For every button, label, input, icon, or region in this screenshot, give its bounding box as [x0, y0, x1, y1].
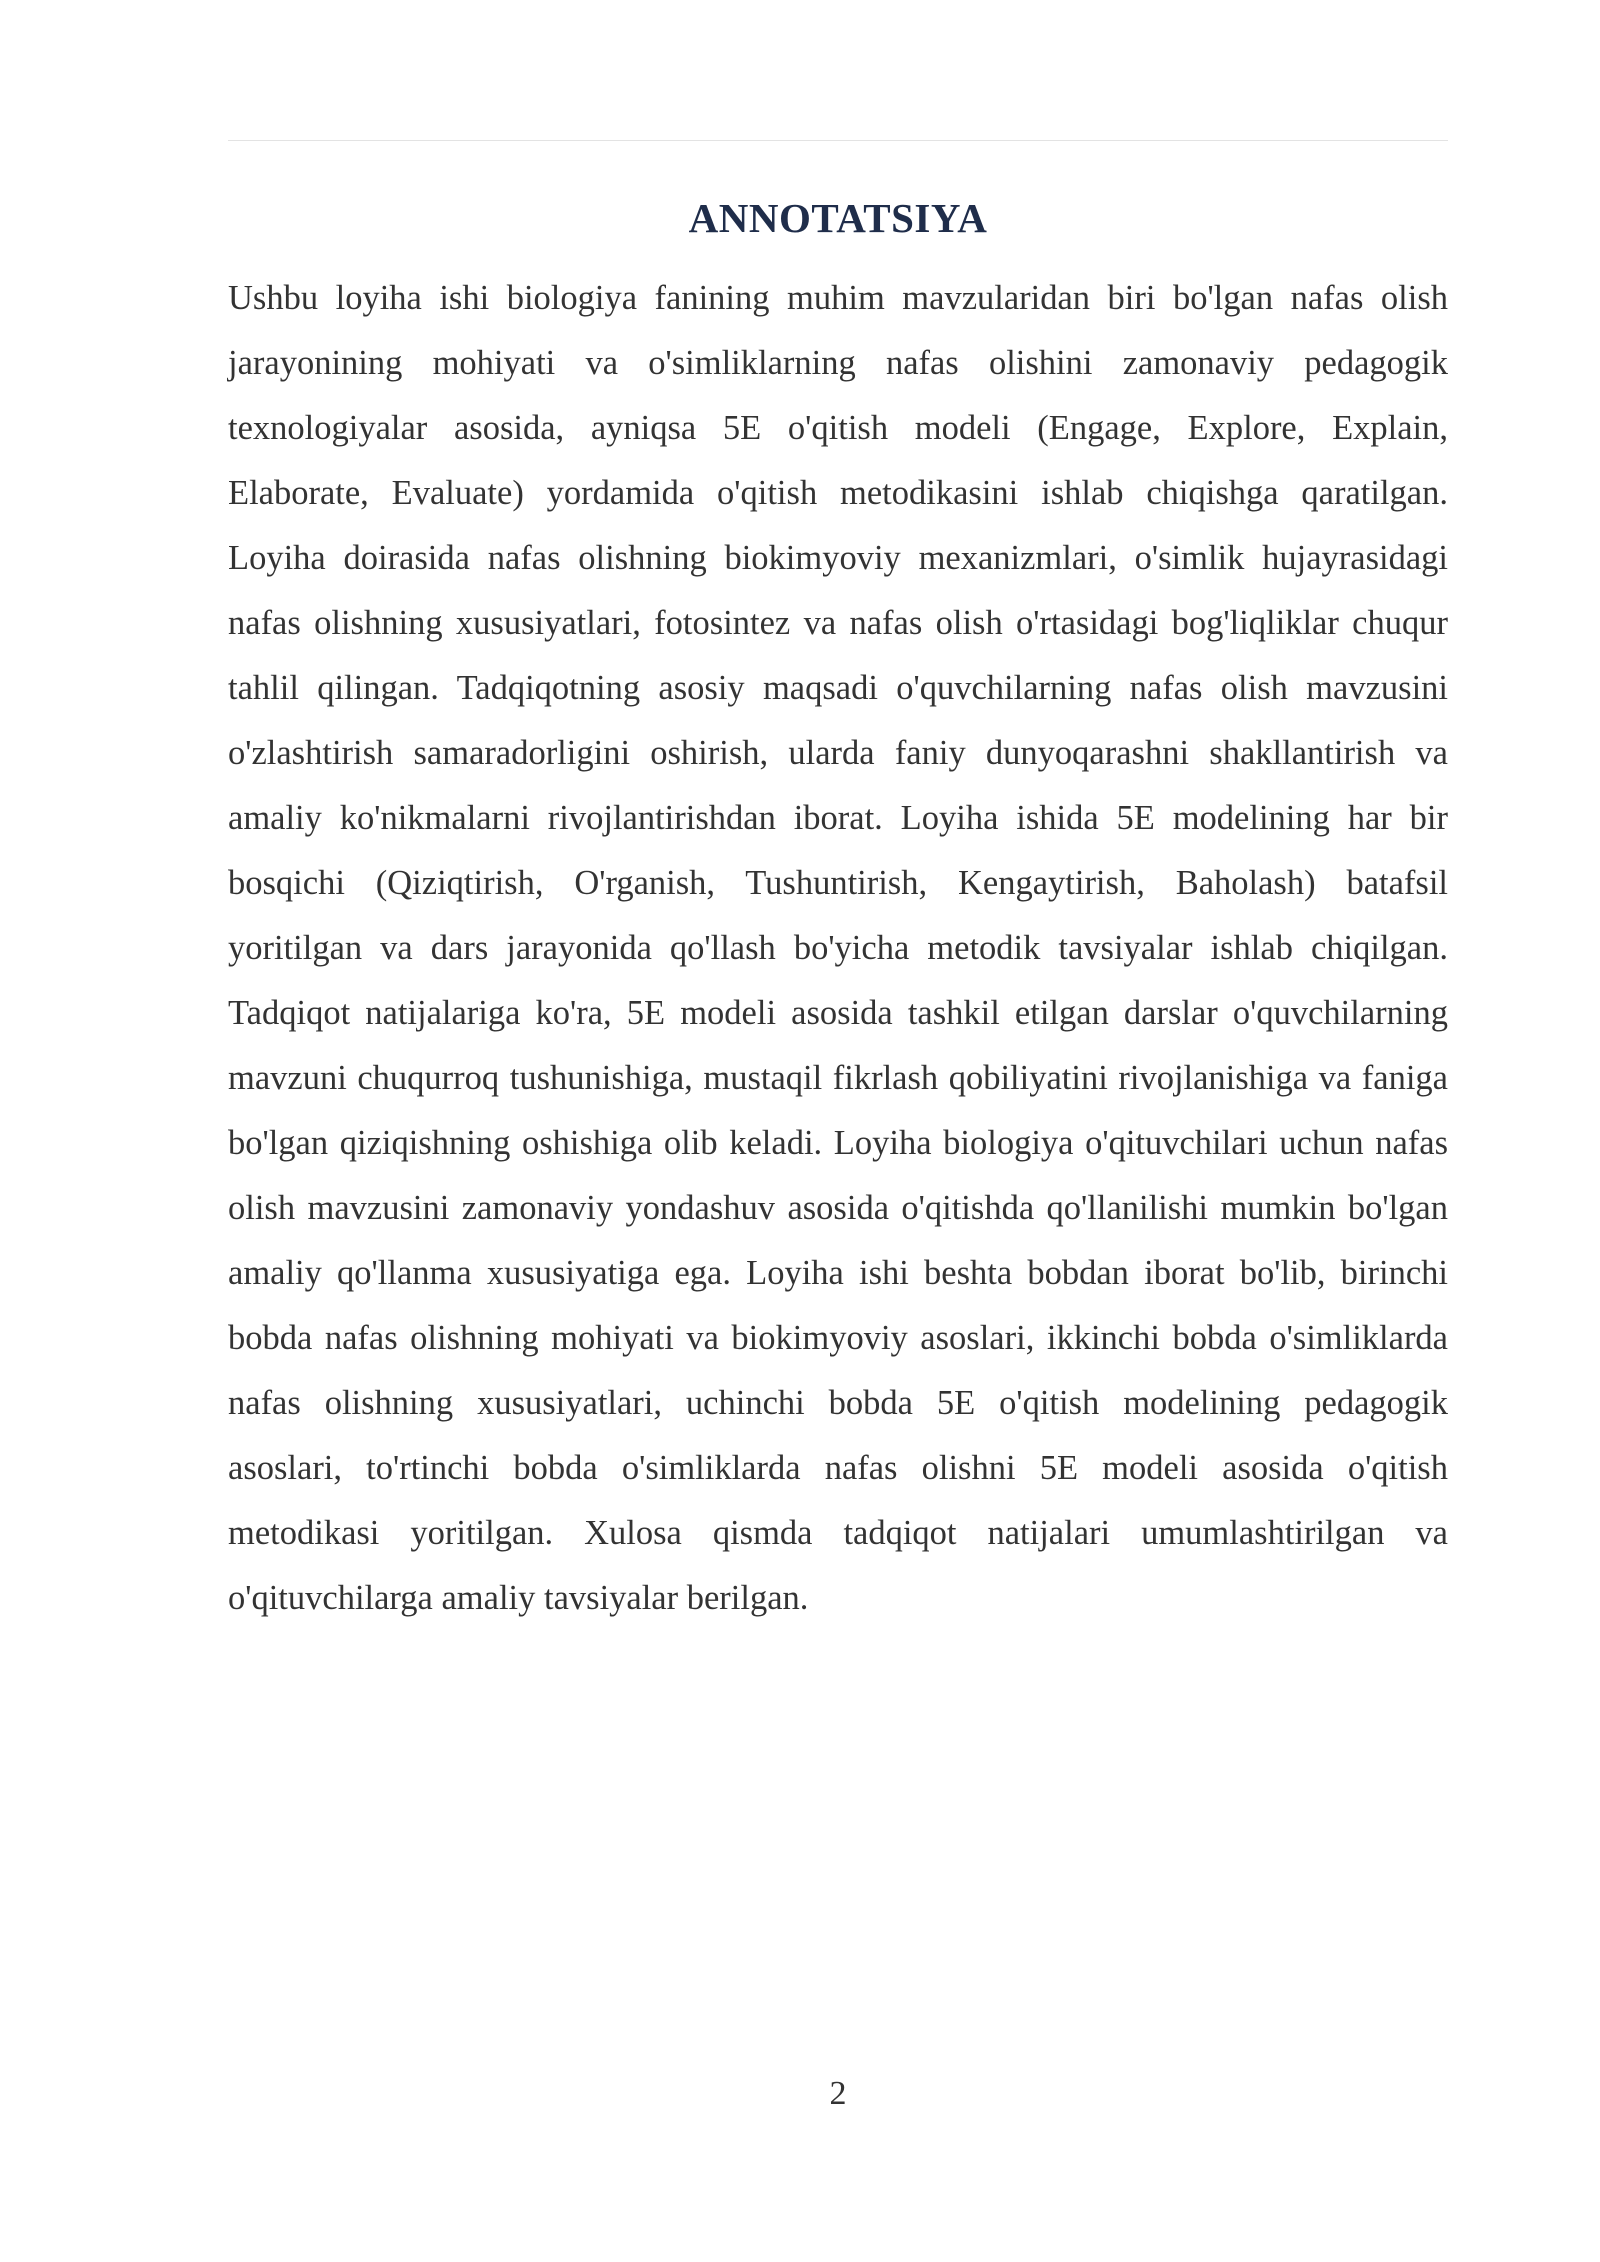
abstract-paragraph: Ushbu loyiha ishi biologiya fanining muhim mavzularidan biri bo'lgan nafas olish jarayonining mohiyati va o'simliklarning nafas olishini zamonaviy pedagogik texnologiyalar asosida, ayniqsa 5E o'qitish modeli (Engage, Explore, Explain, Elaborate, Evaluate) yordamida o'qitish metodikasini ishlab chiqishga qaratilgan. Loyiha doirasida nafas olishning biokimyoviy mexanizmlari, o'simlik hujayrasidagi nafas olishning xususiyatlari, fotosintez va nafas olish o'rtasidagi bog'liqliklar chuqur tahlil qilingan. Tadqiqotning asosiy maqsadi o'quvchilarning nafas olish mavzusini o'zlashtirish samaradorligini oshirish, ularda faniy dunyoqarashni shakllantirish va amaliy ko'nikmalarni rivojlantirishdan iborat. Loyiha ishida 5E modelining har bir bosqichi (Qiziqtirish, O'rganish, Tushuntirish, Kengaytirish, Baholash) batafsil yoritilgan va dars jarayonida qo'llash bo'yicha metodik tavsiyalar ishlab chiqilgan. Tadqiqot natijalariga ko'ra, 5E modeli asosida tashkil etilgan darslar o'quvchilarning mavzuni chuqurroq tushunishiga, mustaqil fikrlash qobiliyatini rivojlanishiga va faniga bo'lgan qiziqishning oshishiga olib keladi. Loyiha biologiya o'qituvchilari uchun nafas olish mavzusini zamonaviy yondashuv asosida o'qitishda qo'llanilishi mumkin bo'lgan amaliy qo'llanma xususiyatiga ega. Loyiha ishi beshta bobdan iborat bo'lib, birinchi bobda nafas olishning mohiyati va biokimyoviy asoslari, ikkinchi bobda o'simliklarda nafas olishning xususiyatlari, uchinchi bobda 5E o'qitish modelining pedagogik asoslari, to'rtinchi bobda o'simliklarda nafas olishni 5E modeli asosida o'qitish metodikasi yoritilgan. Xulosa qismda tadqiqot natijalari umumlashtirilgan va o'qituvchilarga amaliy tavsiyalar berilgan. — [228, 279, 1448, 1617]
page-number: 2 — [829, 2075, 847, 2112]
header-divider — [228, 140, 1448, 141]
section-title: ANNOTATSIYA — [688, 195, 988, 241]
